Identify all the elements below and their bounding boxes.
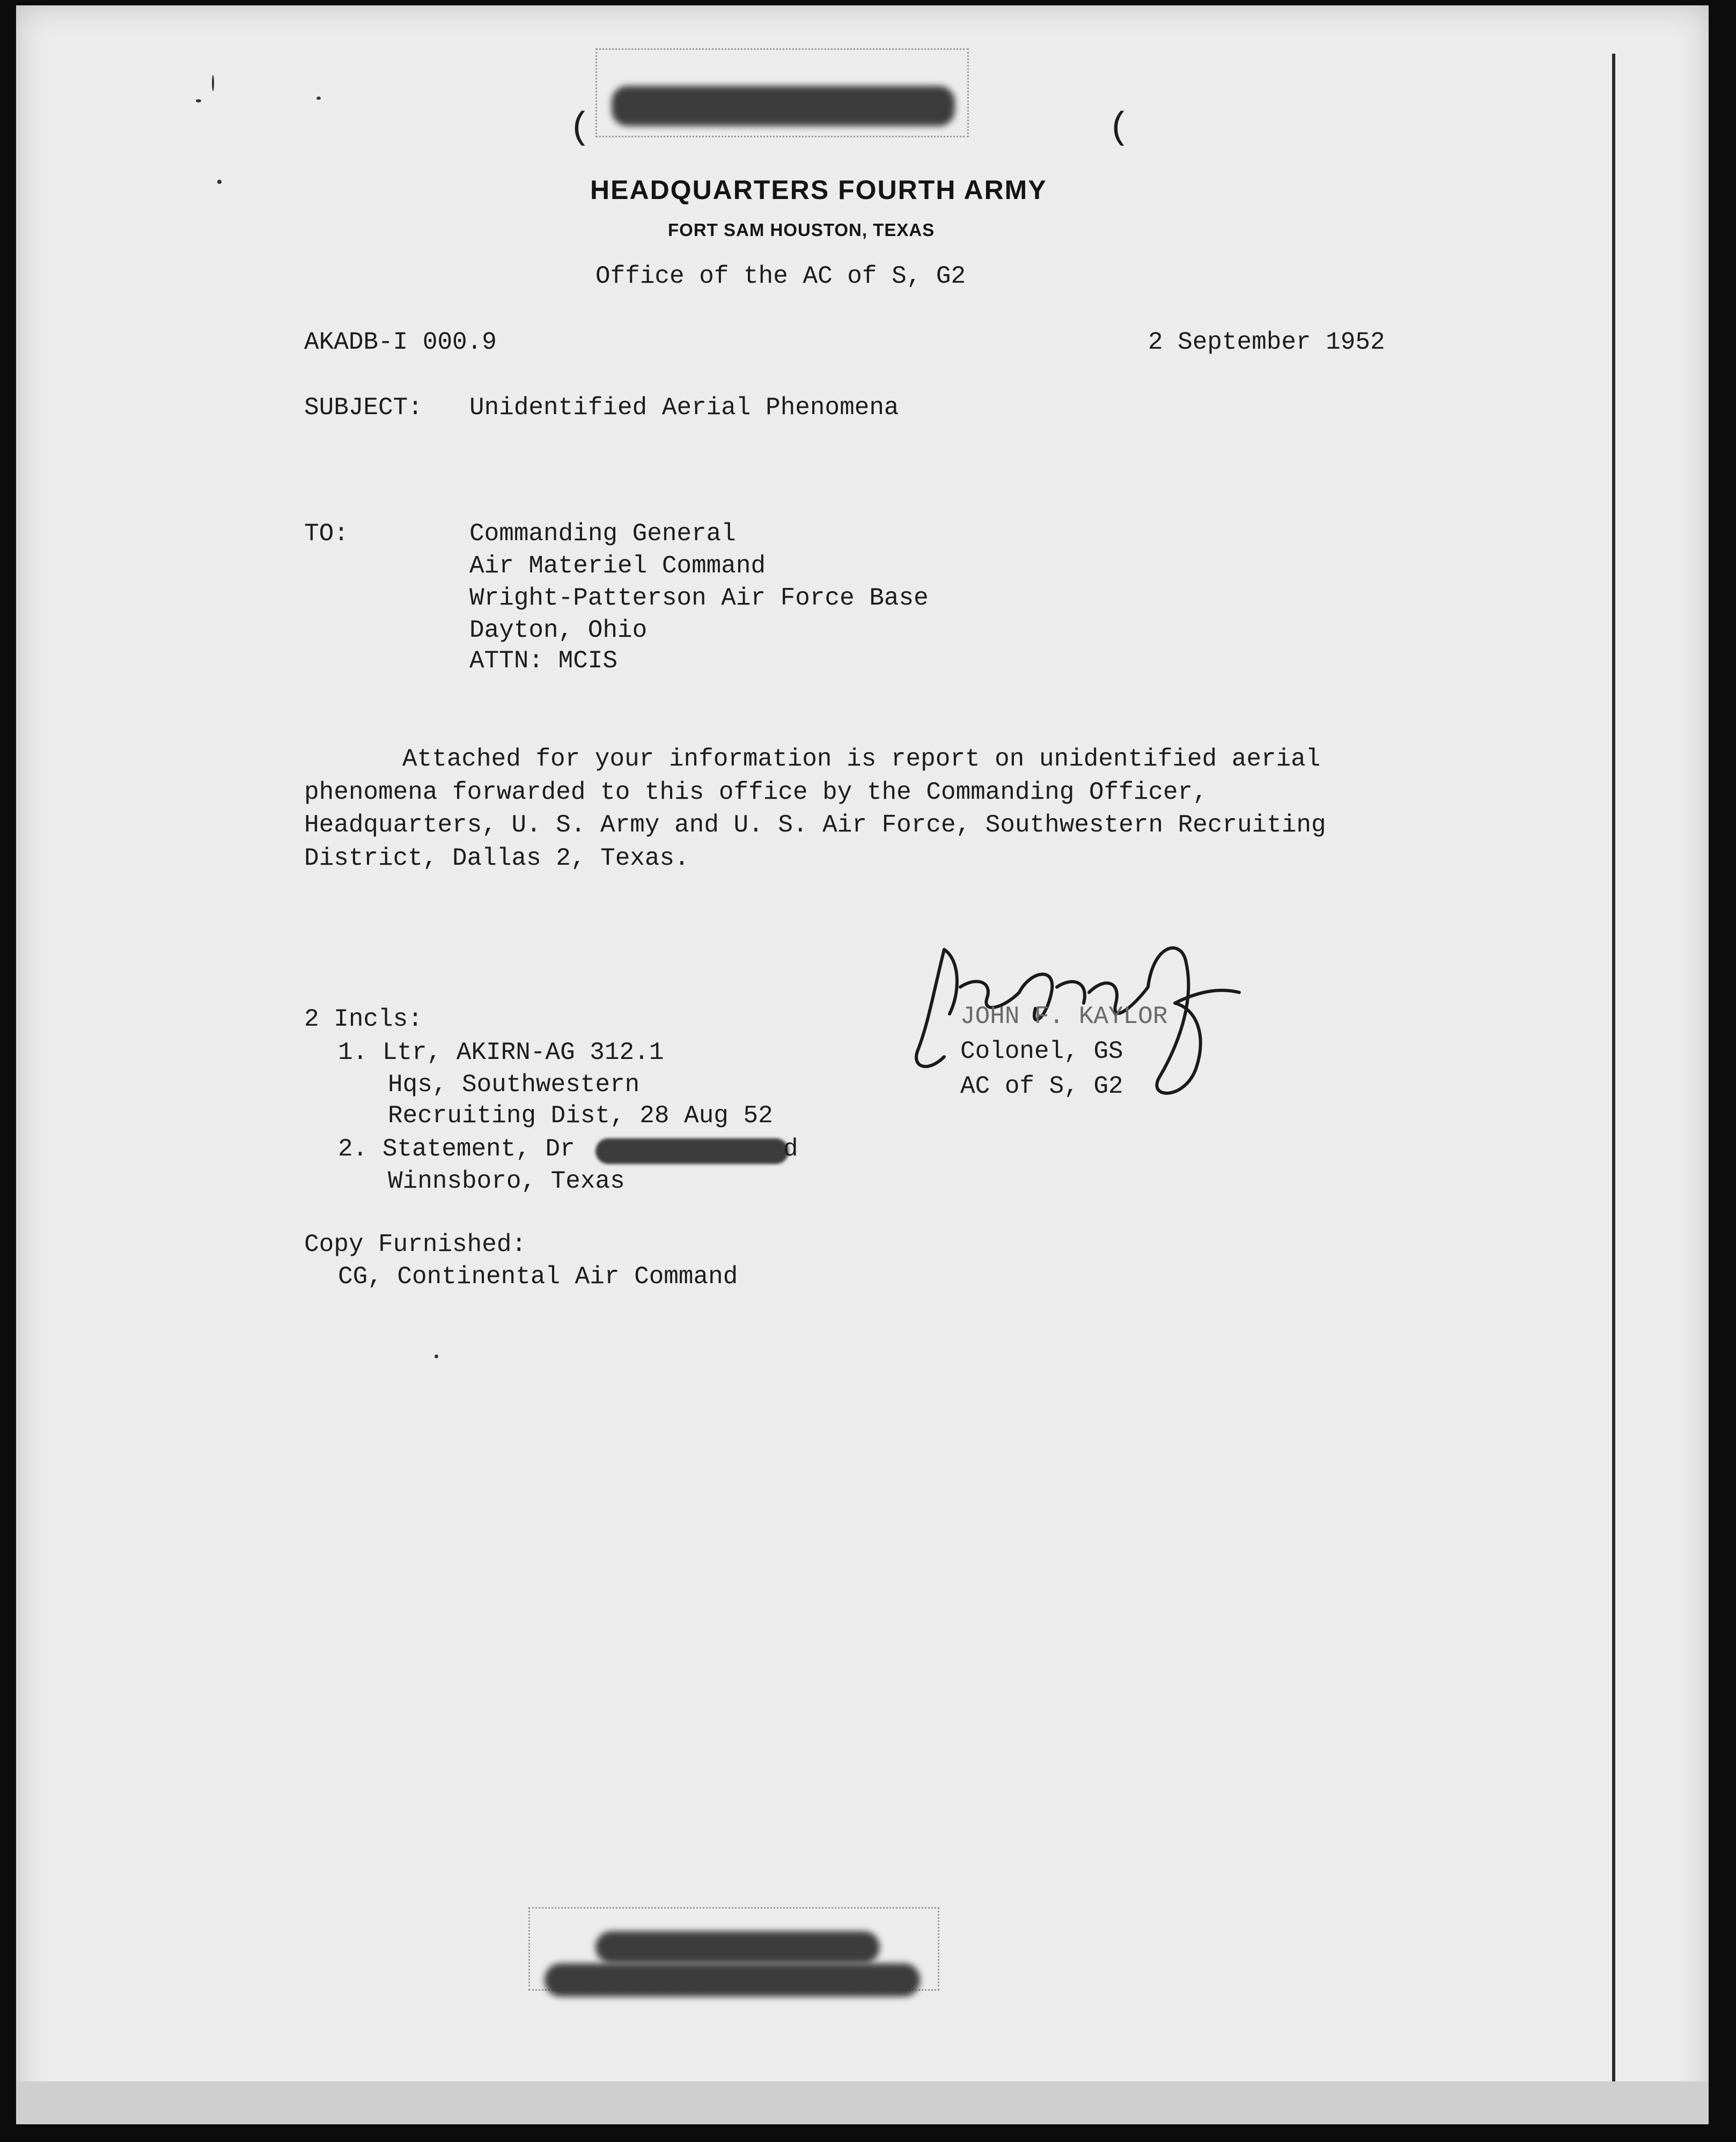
redaction-tail: d <box>783 1135 798 1163</box>
file-number: AKADB-I 000.9 <box>304 328 497 356</box>
body-line: District, Dallas 2, Texas. <box>304 844 689 872</box>
addressee-line: ATTN: MCIS <box>469 647 618 675</box>
page-bottom-strip <box>16 2081 1709 2124</box>
scan-speck <box>435 1355 438 1358</box>
signature-title: AC of S, G2 <box>960 1072 1123 1100</box>
letterhead-org: HEADQUARTERS FOURTH ARMY <box>590 175 1047 205</box>
copy-furnished-header: Copy Furnished: <box>304 1231 527 1258</box>
subject-label: SUBJECT: <box>304 394 423 422</box>
body-line: Attached for your information is report on unidentified aerial <box>402 745 1321 773</box>
scan-speck <box>317 97 321 100</box>
top-bracket-left: ( <box>569 107 592 150</box>
body-line: Headquarters, U. S. Army and U. S. Air Force, Southwestern Recruiting <box>304 811 1326 839</box>
signature-rank: Colonel, GS <box>960 1037 1123 1065</box>
scan-speck <box>196 99 201 102</box>
subject-text: Unidentified Aerial Phenomena <box>469 394 899 422</box>
letterhead-office: Office of the AC of S, G2 <box>595 262 966 290</box>
letterhead-location: FORT SAM HOUSTON, TEXAS <box>668 220 935 240</box>
body-line: phenomena forwarded to this office by the Commanding Officer, <box>304 778 1208 806</box>
bottom-redaction-bar-lower <box>545 1963 920 1997</box>
addressee-line: Dayton, Ohio <box>469 616 648 644</box>
to-label: TO: <box>304 520 349 548</box>
scan-speck <box>217 180 222 184</box>
inclosure-line: Winnsboro, Texas <box>388 1167 625 1195</box>
copy-furnished-recipient: CG, Continental Air Command <box>338 1263 738 1291</box>
inclosure-line: Recruiting Dist, 28 Aug 52 <box>388 1102 773 1130</box>
top-redaction-bar <box>612 86 955 126</box>
signature-typed-name: JOHN F. KAYLOR <box>960 1003 1168 1030</box>
letter-page <box>16 5 1709 2124</box>
letter-date: 2 September 1952 <box>1148 328 1385 356</box>
addressee-line: Wright-Patterson Air Force Base <box>469 584 929 612</box>
top-bracket-right: ( <box>1108 107 1131 150</box>
inclosures-header: 2 Incls: <box>304 1005 423 1033</box>
inclosure-line: 1. Ltr, AKIRN-AG 312.1 <box>338 1039 664 1066</box>
scan-speck <box>212 75 214 91</box>
inclosure-line: 2. Statement, Dr <box>338 1135 575 1163</box>
addressee-line: Commanding General <box>469 520 736 548</box>
bottom-redaction-bar-upper <box>595 1931 880 1963</box>
inclosure-line: Hqs, Southwestern <box>388 1071 640 1099</box>
name-redaction-bar <box>595 1138 789 1164</box>
addressee-line: Air Materiel Command <box>469 552 766 580</box>
page-edge-shadow <box>1612 54 1615 2081</box>
